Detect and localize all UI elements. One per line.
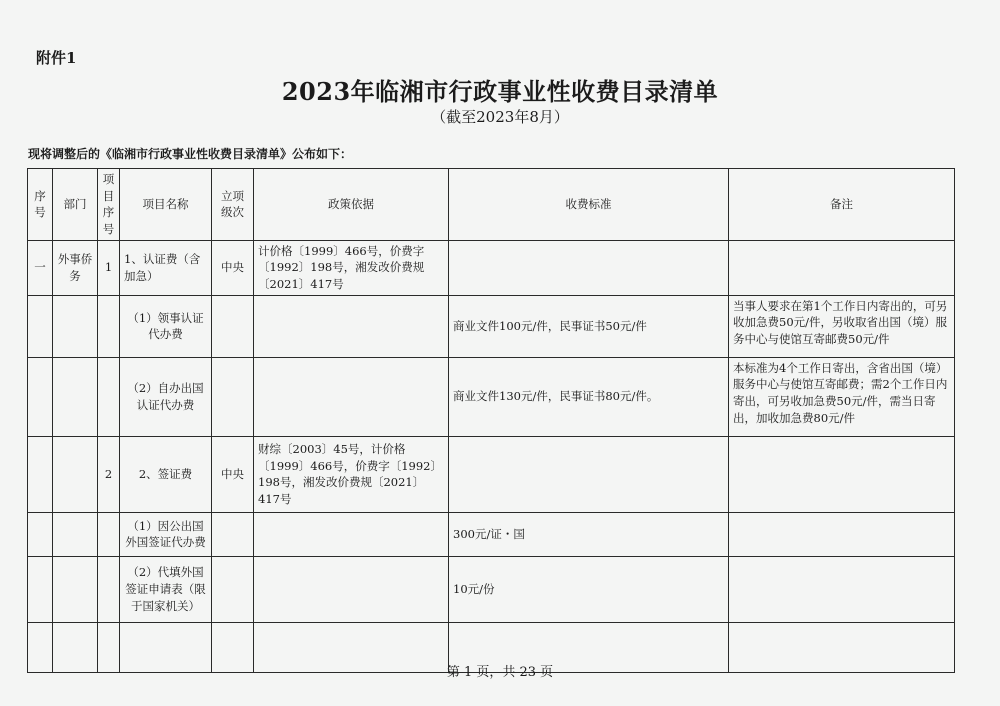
header-item-name: 项目名称	[120, 169, 212, 241]
header-level: 立项级次	[212, 169, 254, 241]
cell-seq	[28, 436, 53, 512]
table-row	[28, 357, 955, 436]
cell-level: 中央	[212, 436, 254, 512]
cell-standard: 商业文件100元/件，民事证书50元/件	[449, 295, 729, 357]
cell-policy	[254, 512, 449, 556]
header-item-seq: 项目序号	[98, 169, 120, 241]
attachment-label: 附件1	[36, 49, 77, 67]
cell-dept	[53, 512, 98, 556]
cell-standard: 商业文件130元/件，民事证书80元/件。	[449, 357, 729, 436]
cell-seq	[28, 357, 53, 436]
header-dept: 部门	[53, 169, 98, 241]
cell-level	[212, 357, 254, 436]
table-row	[28, 436, 955, 512]
cell-seq	[28, 512, 53, 556]
cell-item-name: （1）领事认证代办费	[120, 295, 212, 357]
cell-remark: 本标准为4个工作日寄出，含省出国（境）服务中心与使馆互寄邮费；需2个工作日内寄出，可另收加急费50元/件，需当日寄出，加收加急费80元/件	[729, 357, 955, 436]
cell-seq	[28, 295, 53, 357]
page-title: 2023年临湘市行政事业性收费目录清单	[281, 77, 719, 106]
cell-level	[212, 512, 254, 556]
cell-policy	[254, 556, 449, 622]
cell-seq: 一	[28, 240, 53, 295]
cell-standard: 300元/证・国	[449, 512, 729, 556]
page-number: 第 1 页，共 23 页	[446, 665, 554, 680]
cell-remark	[729, 556, 955, 622]
cell-item-name: （2）自办出国认证代办费	[120, 357, 212, 436]
cell-item-name: 2、签证费	[120, 436, 212, 512]
cell-dept	[53, 357, 98, 436]
cell-item-seq	[98, 556, 120, 622]
header-seq: 序号	[28, 169, 53, 241]
cell-level	[212, 556, 254, 622]
cell-item-name: （2）代填外国签证申请表（限于国家机关）	[120, 556, 212, 622]
cell-dept: 外事侨务	[53, 240, 98, 295]
cell-policy: 计价格〔1999〕466号，价费字〔1992〕198号，湘发改价费规〔2021〕417号	[254, 240, 449, 295]
cell-item-seq	[98, 512, 120, 556]
cell-remark	[729, 436, 955, 512]
cell-remark	[729, 240, 955, 295]
table-row	[28, 240, 955, 295]
intro-text: 现将调整后的《临湘市行政事业性收费目录清单》公布如下：	[28, 147, 353, 161]
fee-catalog-table	[27, 168, 955, 673]
table-row	[28, 295, 955, 357]
cell-dept	[53, 436, 98, 512]
cell-item-seq	[98, 357, 120, 436]
cell-seq	[28, 556, 53, 622]
cell-item-name: 1、认证费（含加急）	[120, 240, 212, 295]
cell-policy	[254, 357, 449, 436]
header-remark: 备注	[729, 169, 955, 241]
cell-remark	[729, 512, 955, 556]
cell-standard	[449, 240, 729, 295]
header-row	[28, 169, 955, 241]
cell-level: 中央	[212, 240, 254, 295]
cell-item-seq: 2	[98, 436, 120, 512]
cell-item-name: （1）因公出国外国签证代办费	[120, 512, 212, 556]
header-standard: 收费标准	[449, 169, 729, 241]
page-subtitle: （截至2023年8月）	[431, 108, 569, 126]
cell-policy: 财综〔2003〕45号，计价格〔1999〕466号，价费字〔1992〕198号，湘发改价费规〔2021〕417号	[254, 436, 449, 512]
cell-policy	[254, 295, 449, 357]
header-policy: 政策依据	[254, 169, 449, 241]
table-row	[28, 556, 955, 622]
cell-remark: 当事人要求在第1个工作日内寄出的，可另收加急费50元/件，另收取省出国（境）服务中心与使馆互寄邮费50元/件	[729, 295, 955, 357]
cell-item-seq	[98, 295, 120, 357]
cell-item-seq: 1	[98, 240, 120, 295]
cell-dept	[53, 556, 98, 622]
cell-level	[212, 295, 254, 357]
cell-standard	[449, 436, 729, 512]
cell-dept	[53, 295, 98, 357]
table-row	[28, 512, 955, 556]
cell-standard: 10元/份	[449, 556, 729, 622]
